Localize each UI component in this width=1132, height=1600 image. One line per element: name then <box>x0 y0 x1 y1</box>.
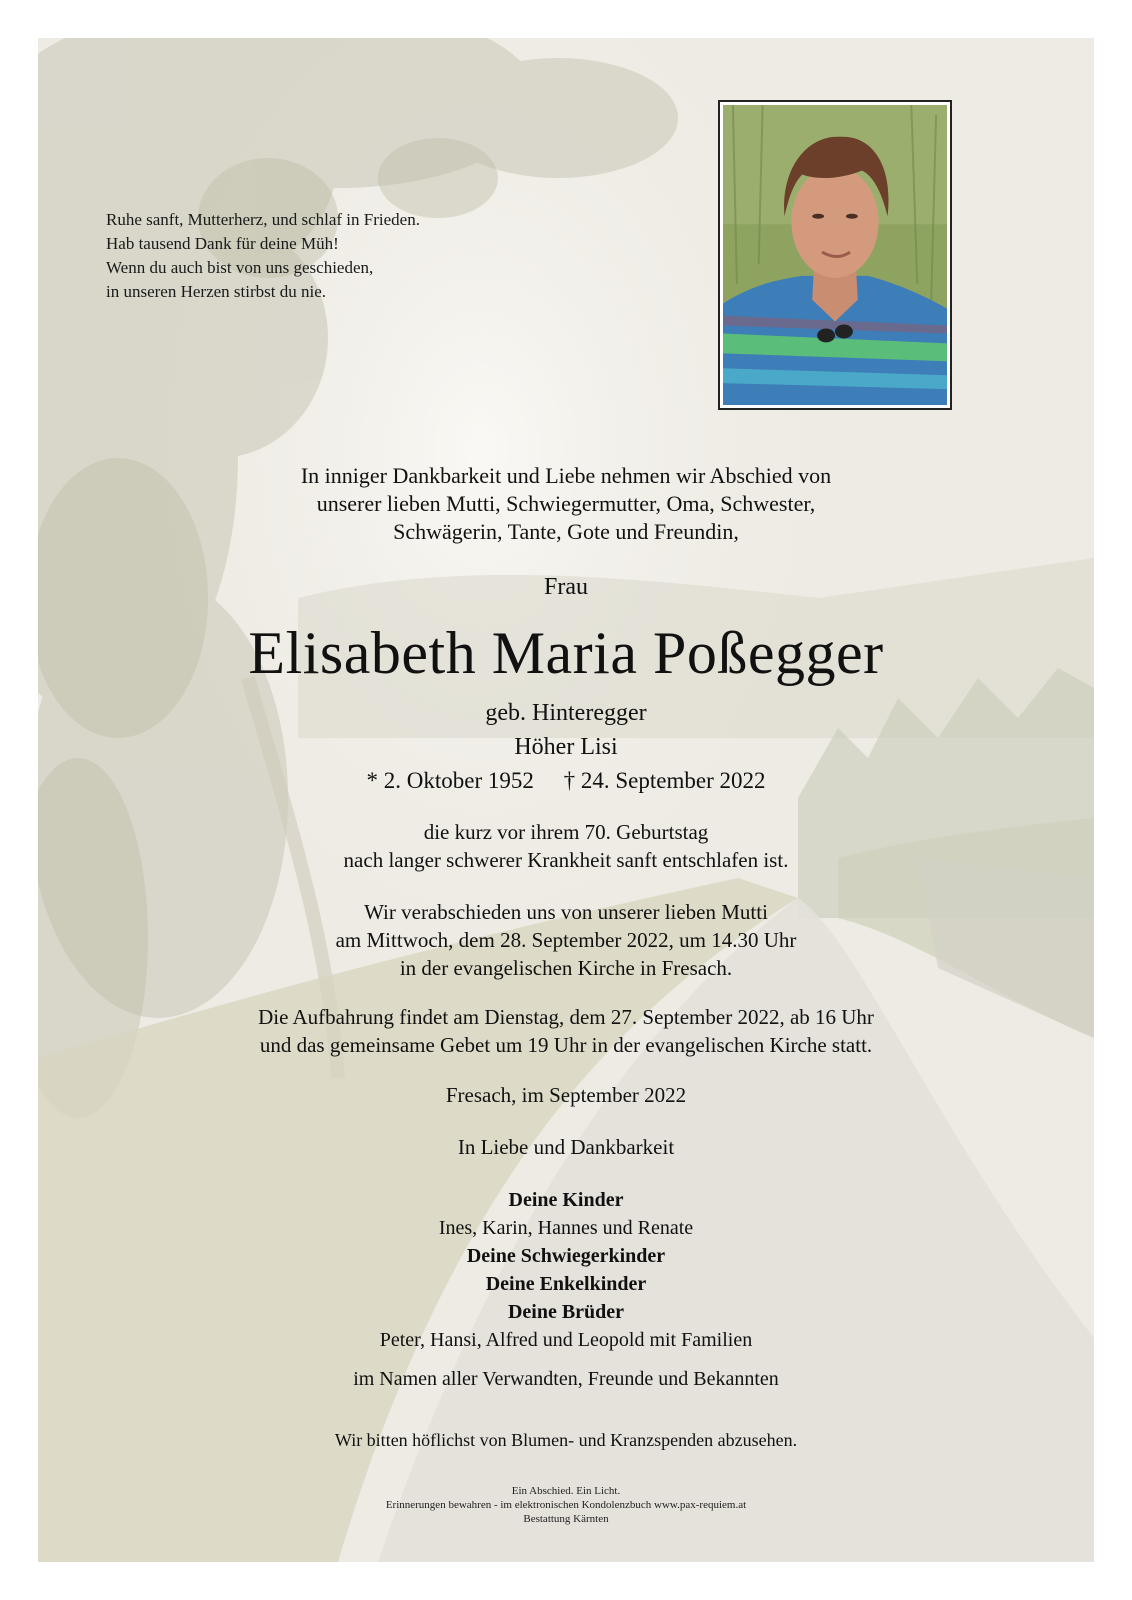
intro-line: In inniger Dankbarkeit und Liebe nehmen wir Abschied von <box>300 463 832 488</box>
life-dates <box>38 766 1094 796</box>
family-list <box>38 1186 1094 1354</box>
brothers-names: Peter, Hansi, Alfred und Leopold mit Familien <box>379 1329 753 1351</box>
flowers-note: Wir bitten höflichst von Blumen- und Kranzspenden abzusehen. <box>334 1430 798 1450</box>
paragraph-viewing <box>38 1003 1094 1059</box>
footer-tagline: Ein Abschied. Ein Licht. <box>511 1485 621 1497</box>
paragraph-line: am Mittwoch, dem 28. September 2022, um 14.30 Uhr <box>335 928 797 952</box>
maiden-name: geb. Hinteregger <box>485 700 647 726</box>
nickname: Höher Lisi <box>514 734 618 760</box>
obituary-card <box>38 38 1094 1562</box>
paragraph-line: die kurz vor ihrem 70. Geburtstag <box>423 820 709 844</box>
footer-condolence-link[interactable]: Erinnerungen bewahren - im elektronischen Kondolenzbuch www.pax-requiem.at <box>385 1499 747 1511</box>
paragraph-line: in der evangelischen Kirche in Fresach. <box>399 956 733 980</box>
paragraph-funeral <box>38 898 1094 982</box>
children-names: Ines, Karin, Hannes und Renate <box>438 1217 694 1239</box>
poem <box>106 208 420 304</box>
paragraph-line: nach langer schwerer Krankheit sanft entschlafen ist. <box>343 848 789 872</box>
intro-line: unserer lieben Mutti, Schwiegermutter, Oma, Schwester, <box>316 491 816 516</box>
paragraph-passing <box>38 818 1094 874</box>
paragraph-line: und das gemeinsame Gebet um 19 Uhr in der evangelischen Kirche statt. <box>259 1033 873 1057</box>
birth-date: * 2. Oktober 1952 <box>366 768 534 793</box>
brothers-heading: Deine Brüder <box>507 1301 625 1323</box>
poem-line: Wenn du auch bist von uns geschieden, <box>106 258 374 277</box>
closing-phrase: In Liebe und Dankbarkeit <box>457 1135 675 1159</box>
in-laws-heading: Deine Schwiegerkinder <box>466 1245 666 1267</box>
place-date: Fresach, im September 2022 <box>445 1083 687 1107</box>
death-date: † 24. September 2022 <box>563 768 766 793</box>
footer <box>38 1484 1094 1526</box>
portrait-photo <box>723 105 947 405</box>
on-behalf-line: im Namen aller Verwandten, Freunde und Bekannten <box>353 1368 779 1390</box>
poem-line: Ruhe sanft, Mutterherz, und schlaf in Frieden. <box>106 210 420 229</box>
grandchildren-heading: Deine Enkelkinder <box>485 1273 647 1295</box>
salutation: Frau <box>544 574 588 600</box>
name-details <box>38 696 1094 764</box>
portrait-frame <box>718 100 952 410</box>
intro-line: Schwägerin, Tante, Gote und Freundin, <box>393 519 739 544</box>
intro-text <box>38 462 1094 546</box>
poem-line: in unseren Herzen stirbst du nie. <box>106 282 326 301</box>
paragraph-line: Wir verabschieden uns von unserer lieben Mutti <box>364 900 768 924</box>
poem-line: Hab tausend Dank für deine Müh! <box>106 234 339 253</box>
paragraph-line: Die Aufbahrung findet am Dienstag, dem 27. September 2022, ab 16 Uhr <box>258 1005 874 1029</box>
footer-undertaker: Bestattung Kärnten <box>523 1513 609 1525</box>
children-heading: Deine Kinder <box>508 1189 624 1211</box>
deceased-name: Elisabeth Maria Poßegger <box>248 620 884 686</box>
